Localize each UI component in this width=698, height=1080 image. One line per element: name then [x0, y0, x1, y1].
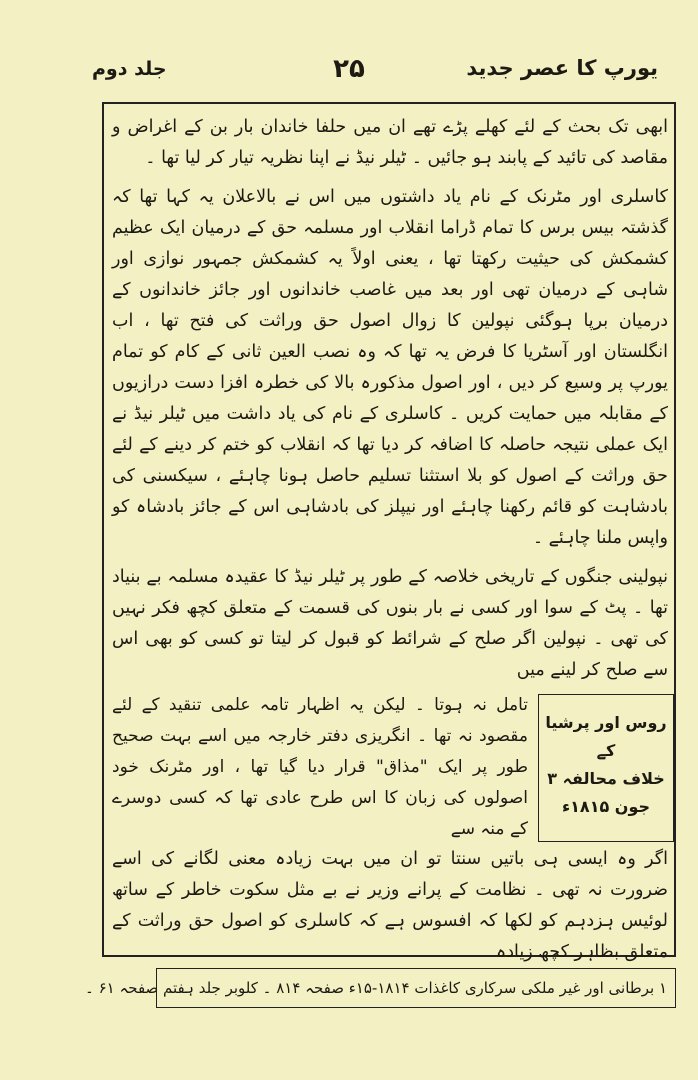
paragraph: اگر وہ ایسی ہی باتیں سنتا تو ان میں بہت زیادہ معنی لگانے کی اسے ضرورت نہ تھی ۔ نظامت کے پرانے وزیر نے بے مثل سکوت خاطر کے ساتھ لوئیس ہزدہم کو لکھا کہ افسوس ہے کہ کاسلری کو اصول حق وراثت کے متعلق بظاہر کچھ زیادہ [112, 849, 668, 962]
margin-note [538, 694, 674, 842]
volume-label: جلد دوم [92, 58, 167, 80]
main-text-beside-note [112, 690, 528, 845]
margin-note-line: خلاف محالفہ ۳ جون ۱۸۱۵ء [547, 769, 665, 816]
paragraph: نپولینی جنگوں کے تاریخی خلاصہ کے طور پر ٹیلر نیڈ کا عقیدہ مسلمہ بے بنیاد تھا ۔ پٹ کے سوا اور کسی نے بار بنوں کی قسمت کے متعلق کچھ فکر نہیں کی تھی ۔ نپولین اگر صلح کے شرائط کو قبول کر لیتا تو کسی کو بھی اس سے صلح کر لینے میں [112, 567, 668, 680]
paragraph: کاسلری اور مٹرنک کے نام یاد داشتوں میں اس نے بالاعلان یہ کہا تھا کہ گذشتہ بیس برس کا تمام ڈراما انقلاب اور مسلمہ حق کے درمیان ایک عظیم کشمکش کی حیثیت رکھتا تھا ، یعنی اولاً یہ کشمکش جمہور نوازی اور شاہی کے درمیان تھی اور بعد میں غاصب خاندانوں اور جائز خاندانوں کے درمیان برپا ہوگئی نپولین کا زوال اصول حق وراثت کی فتح تھا ، اب انگلستان اور آسٹریا کا فرض یہ تھا کہ وہ نصب العین ثانی کے کام کو تمام یورپ پر وسیع کر دیں ، اور اصول مذکورہ بالا کی خطرہ افزا دست درازیوں کے مقابلہ میں حمایت کریں ۔ کاسلری کے نام کی یاد داشت میں ٹیلر نیڈ نے ایک عملی نتیجہ حاصلہ کا اضافہ کر دیا تھا کہ انقلاب کو ختم کر دینے کے لئے حق وراثت کے اصول کو بلا استثنا تسلیم حاصل ہونا چاہئے ، سیکسنی کی بادشاہت کو قائم رکھنا چاہئے اور نیپلز کی بادشاہی اس کے جائز بادشاہ کو واپس ملنا چاہئے ۔ [112, 187, 668, 548]
page-number: ۲۵ [333, 54, 365, 84]
main-text-bottom [112, 844, 668, 968]
paragraph: تامل نہ ہوتا ۔ لیکن یہ اظہار تامہ علمی تنقید کے لئے مقصود نہ تھا ۔ انگریزی دفتر خارجہ میں اسے بہت صحیح طور پر ایک "مذاق" قرار دیا گیا تھا ، اور مٹرنک خود اصولوں کی زبان کا اس طرح عادی تھا کہ کسی دوسرے کے منہ سے [112, 695, 528, 839]
footnote: ۱ برطانی اور غیر ملکی سرکاری کاغذات ۱۸۱۴-۱۵ء صفحہ ۸۱۴ ۔ کلوبر جلد ہفتم صفحہ ۶۱ ۔ [156, 968, 676, 1008]
margin-note-line: روس اور پرشیا کے [545, 713, 667, 760]
main-text [112, 112, 668, 694]
running-title: یورپ کا عصر جدید [466, 56, 658, 80]
paragraph: ابھی تک بحث کے لئے کھلے پڑے تھے ان میں حلفا خاندان بار بن کے اغراض و مقاصد کی تائید کے پابند ہو جائیں ۔ ٹیلر نیڈ نے اپنا نظریہ تیار کر لیا تھا ۔ [112, 117, 668, 168]
